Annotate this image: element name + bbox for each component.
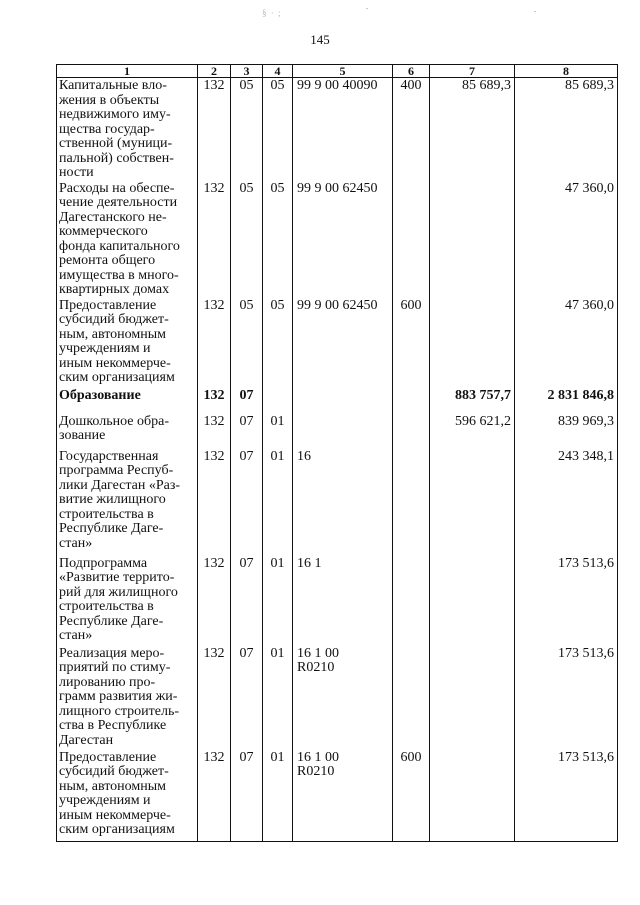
column-8-amount: 173 513,6: [515, 646, 618, 750]
row-name: Предоставление субсидий бюджет- ным, автономным учреждениям и иным некоммерче- ским организациям: [57, 298, 198, 388]
column-5-code: 16: [293, 449, 393, 556]
column-5-code: [293, 414, 393, 449]
column-6-value: 400: [393, 78, 430, 181]
column-3-value: 07: [231, 556, 263, 646]
column-5-code: 16 1 00 R0210: [293, 750, 393, 842]
column-8-amount: 47 360,0: [515, 181, 618, 298]
column-header: 8: [515, 65, 618, 78]
table-body: [57, 78, 618, 842]
column-4-value: 01: [263, 646, 293, 750]
column-5-code: 99 9 00 62450: [293, 298, 393, 388]
column-8-amount: 839 969,3: [515, 414, 618, 449]
column-5-code: 16 1: [293, 556, 393, 646]
column-header: 4: [263, 65, 293, 78]
column-3-value: 05: [231, 181, 263, 298]
column-3-value: 05: [231, 298, 263, 388]
table-row: [57, 414, 618, 449]
column-5-code: 16 1 00 R0210: [293, 646, 393, 750]
column-7-amount: [430, 556, 515, 646]
column-3-value: 07: [231, 414, 263, 449]
table-row: [57, 646, 618, 750]
column-6-value: [393, 449, 430, 556]
column-3-value: 07: [231, 750, 263, 842]
table-row: [57, 556, 618, 646]
column-header: 6: [393, 65, 430, 78]
column-2-value: 132: [198, 298, 231, 388]
column-3-value: 07: [231, 646, 263, 750]
column-header: 5: [293, 65, 393, 78]
column-8-amount: 173 513,6: [515, 556, 618, 646]
column-7-amount: [430, 646, 515, 750]
column-6-value: 600: [393, 750, 430, 842]
column-6-value: 600: [393, 298, 430, 388]
column-4-value: 01: [263, 556, 293, 646]
column-8-amount: 47 360,0: [515, 298, 618, 388]
column-6-value: [393, 181, 430, 298]
column-4-value: 01: [263, 414, 293, 449]
row-name: Капитальные вло- жения в объекты недвижимого иму- щества государ- ственной (муници- пальной) собствен- ности: [57, 78, 198, 181]
row-name: Образование: [57, 388, 198, 414]
column-4-value: 05: [263, 181, 293, 298]
column-2-value: 132: [198, 556, 231, 646]
column-6-value: [393, 556, 430, 646]
table-row: [57, 750, 618, 842]
scan-speck: [534, 11, 536, 12]
column-7-amount: 883 757,7: [430, 388, 515, 414]
column-7-amount: [430, 750, 515, 842]
table-row: [57, 298, 618, 388]
table-row: [57, 388, 618, 414]
column-4-value: 01: [263, 449, 293, 556]
column-header: 7: [430, 65, 515, 78]
column-4-value: 05: [263, 298, 293, 388]
column-header: 2: [198, 65, 231, 78]
column-4-value: [263, 388, 293, 414]
table-row: [57, 181, 618, 298]
column-4-value: 01: [263, 750, 293, 842]
column-8-amount: 173 513,6: [515, 750, 618, 842]
column-3-value: 07: [231, 449, 263, 556]
scan-speck: [366, 8, 368, 9]
column-3-value: 07: [231, 388, 263, 414]
row-name: Реализация меро- приятий по стиму- лированию про- грамм развития жи- лищного строитель- ства в Республике Дагестан: [57, 646, 198, 750]
column-7-amount: 596 621,2: [430, 414, 515, 449]
column-3-value: 05: [231, 78, 263, 181]
column-7-amount: [430, 449, 515, 556]
row-name: Подпрограмма «Развитие террито- рий для жилищного строительства в Республике Даге- стан»: [57, 556, 198, 646]
column-5-code: 99 9 00 40090: [293, 78, 393, 181]
column-2-value: 132: [198, 78, 231, 181]
column-8-amount: 2 831 846,8: [515, 388, 618, 414]
page-number: 145: [310, 32, 330, 47]
table-header-row: [57, 65, 618, 78]
column-8-amount: 85 689,3: [515, 78, 618, 181]
column-8-amount: 243 348,1: [515, 449, 618, 556]
column-header: 1: [57, 65, 198, 78]
budget-table: [56, 64, 618, 842]
row-name: Предоставление субсидий бюджет- ным, автономным учреждениям и иным некоммерче- ским организациям: [57, 750, 198, 842]
row-name: Дошкольное обра- зование: [57, 414, 198, 449]
column-7-amount: 85 689,3: [430, 78, 515, 181]
column-6-value: [393, 388, 430, 414]
column-5-code: 99 9 00 62450: [293, 181, 393, 298]
column-6-value: [393, 646, 430, 750]
row-name: Государственная программа Респуб- лики Дагестан «Раз- витие жилищного строительства в Республике Даге- стан»: [57, 449, 198, 556]
column-header: 3: [231, 65, 263, 78]
column-6-value: [393, 414, 430, 449]
column-7-amount: [430, 181, 515, 298]
column-2-value: 132: [198, 181, 231, 298]
column-2-value: 132: [198, 414, 231, 449]
column-5-code: [293, 388, 393, 414]
scan-artifact: § · ;: [262, 8, 282, 18]
column-2-value: 132: [198, 646, 231, 750]
column-2-value: 132: [198, 388, 231, 414]
column-7-amount: [430, 298, 515, 388]
column-2-value: 132: [198, 449, 231, 556]
table-row: [57, 78, 618, 181]
table-row: [57, 449, 618, 556]
column-2-value: 132: [198, 750, 231, 842]
row-name: Расходы на обеспе- чение деятельности Дагестанского не- коммерческого фонда капитального ремонта общего имущества в много- квартирных домах: [57, 181, 198, 298]
column-4-value: 05: [263, 78, 293, 181]
